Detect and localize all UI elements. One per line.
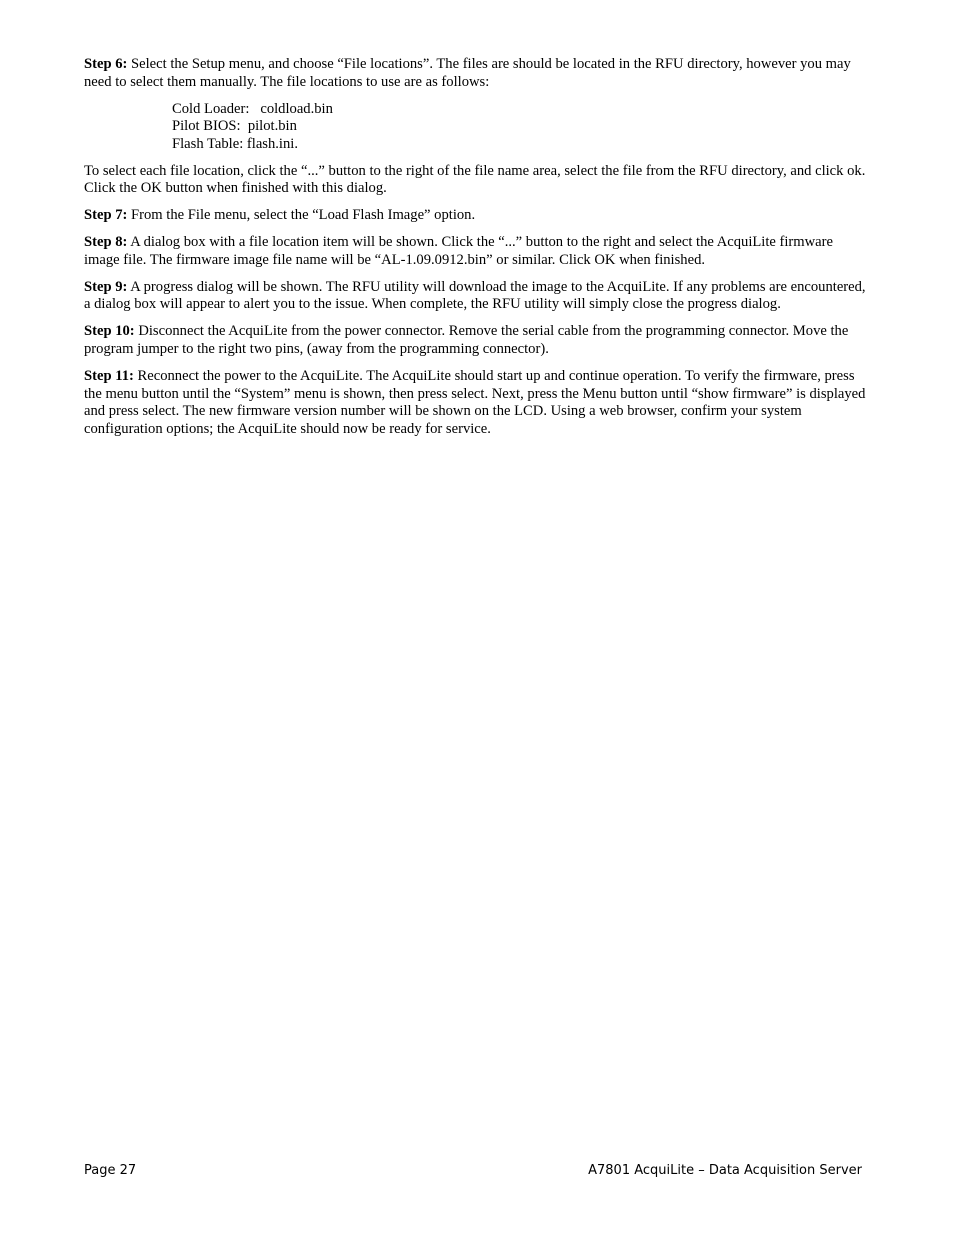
step-9-paragraph xyxy=(84,279,866,314)
page-content xyxy=(84,56,866,448)
page-number: Page 27 xyxy=(84,1163,137,1178)
step-10-paragraph xyxy=(84,323,866,358)
step-8-paragraph xyxy=(84,234,866,269)
step-7-paragraph xyxy=(84,207,866,225)
step-6-label: Step 6: xyxy=(84,56,128,72)
document-title: A7801 AcquiLite – Data Acquisition Server xyxy=(588,1163,862,1178)
step-10-label: Step 10: xyxy=(84,323,135,340)
step-9-label: Step 9: xyxy=(84,278,128,295)
step-7-label: Step 7: xyxy=(84,207,128,224)
file-location-cold-loader: Cold Loader: coldload.bin xyxy=(172,100,333,117)
file-location-flash-table: Flash Table: flash.ini. xyxy=(172,135,298,152)
step-6-paragraph xyxy=(84,56,866,91)
step-11-label: Step 11: xyxy=(84,368,134,385)
step-6-text: Select the Setup menu, and choose “File locations”. The files are should be located in the RFU directory, however you may need to select them manually. The file locations to use are as follows: xyxy=(84,56,851,90)
file-location-pilot-bios: Pilot BIOS: pilot.bin xyxy=(172,118,297,135)
step-9-text: A progress dialog will be shown. The RFU utility will download the image to the AcquiLite. If any problems are encountered, a dialog box will appear to alert you to the issue. When complete, the RFU utility will simply close the progress dialog. xyxy=(84,278,866,313)
file-location-note: To select each file location, click the “...” button to the right of the file name area, select the file from the RFU directory, and click ok. Click the OK button when finished with this dialog. xyxy=(84,162,866,197)
step-7-text: From the File menu, select the “Load Flash Image” option. xyxy=(127,207,476,224)
step-11-paragraph xyxy=(84,368,866,438)
step-10-text: Disconnect the AcquiLite from the power connector. Remove the serial cable from the programming connector. Move the program jumper to the right two pins, (away from the programming connector). xyxy=(84,323,849,358)
step-11-text: Reconnect the power to the AcquiLite. The AcquiLite should start up and continue operation. To verify the firmware, press the menu button until the “System” menu is shown, then press select. Next, press the Menu button until “show firmware” is displayed and press select. The new firmware version number will be shown on the LCD. Using a web browser, confirm your system configuration options; the AcquiLite should now be ready for service. xyxy=(84,368,866,437)
step-8-label: Step 8: xyxy=(84,234,128,251)
step-8-text: A dialog box with a file location item will be shown. Click the “...” button to the right and select the AcquiLite firmware image file. The firmware image file name will be “AL-1.09.0912.bin” or similar. Click OK when finished. xyxy=(84,234,833,268)
file-locations-list xyxy=(172,101,866,154)
